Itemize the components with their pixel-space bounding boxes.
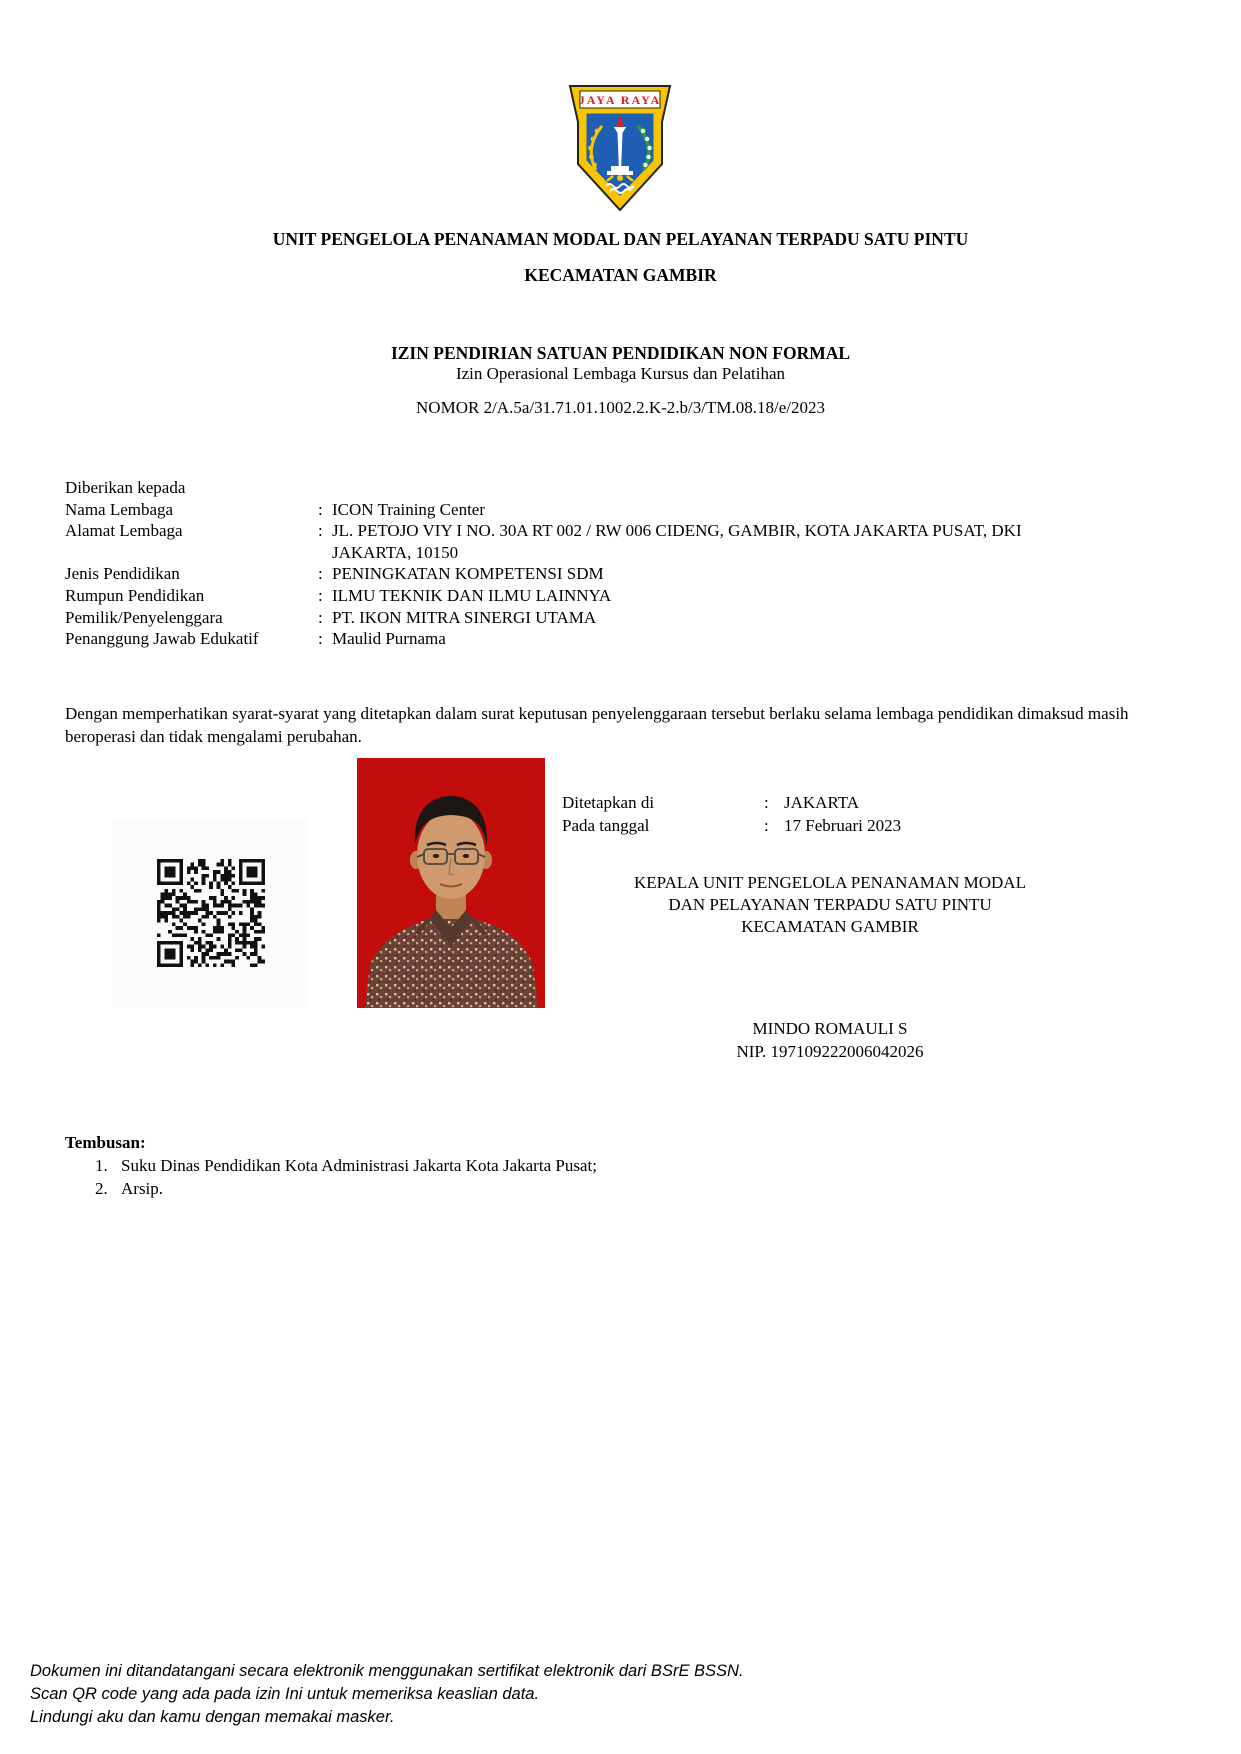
field-label: Nama Lembaga [65, 499, 174, 519]
recipient-intro-row [65, 477, 1177, 499]
tembusan-item [65, 1154, 965, 1177]
tembusan-item [65, 1177, 965, 1200]
tembusan-section [65, 1132, 965, 1200]
signatory-title-line2: DAN PELAYANAN TERPADU SATU PINTU [668, 895, 992, 914]
field-value: ICON Training Center [332, 499, 485, 519]
colon-separator: : [318, 607, 323, 627]
list-text: Arsip. [121, 1179, 164, 1198]
footer-line3: Lindungi aku dan kamu dengan memakai masker. [30, 1708, 395, 1727]
tembusan-heading: Tembusan: [65, 1133, 146, 1152]
field-label: Ditetapkan di [562, 793, 655, 812]
field-label: Rumpun Pendidikan [65, 585, 205, 605]
jakarta-coat-of-arms-logo [556, 82, 684, 216]
portrait-photo [357, 758, 545, 1008]
field-value: JAKARTA [784, 793, 860, 812]
colon-separator: : [318, 585, 323, 605]
field-row-jenis-pendidikan [65, 563, 1177, 585]
signatory-title-line1: KEPALA UNIT PENGELOLA PENANAMAN MODAL [634, 873, 1026, 892]
qr-code [156, 859, 266, 967]
document-title: IZIN PENDIRIAN SATUAN PENDIDIKAN NON FORMAL [390, 343, 851, 363]
signatory-title-line3: KECAMATAN GAMBIR [741, 917, 919, 936]
jakarta-emblem-icon [556, 82, 684, 216]
qr-code-area [113, 818, 308, 1007]
field-label: Alamat Lembaga [65, 521, 183, 541]
document-number: NOMOR 2/A.5a/31.71.01.1002.2.K-2.b/3/TM.08.18/e/2023 [416, 398, 825, 417]
colon-separator: : [318, 521, 323, 541]
footer-line2: Scan QR code yang ada pada izin Ini untuk memeriksa keaslian data. [30, 1685, 540, 1704]
field-value: 17 Februari 2023 [784, 816, 902, 835]
list-number: 1. [95, 1156, 108, 1175]
signatory-identity [555, 1017, 1105, 1063]
list-number: 2. [95, 1179, 108, 1198]
signatory-title [555, 872, 1105, 938]
field-value: ILMU TEKNIK DAN ILMU LAINNYA [332, 585, 612, 605]
org-name-line1: UNIT PENGELOLA PENANAMAN MODAL DAN PELAYANAN TERPADU SATU PINTU [272, 229, 969, 249]
recipient-intro: Diberikan kepada [65, 478, 186, 497]
issuance-details [562, 791, 901, 837]
field-row-nama-lembaga [65, 499, 1177, 521]
colon-separator: : [764, 793, 769, 812]
field-value: PENINGKATAN KOMPETENSI SDM [332, 564, 604, 584]
org-name-line2: KECAMATAN GAMBIR [524, 265, 717, 285]
field-value: JL. PETOJO VIY I NO. 30A RT 002 / RW 006 CIDENG, GAMBIR, KOTA JAKARTA PUSAT, DKI JAKARTA, 10150 [332, 521, 1022, 562]
recipient-details [65, 477, 1177, 650]
signatory-name: MINDO ROMAULI S [752, 1019, 908, 1038]
colon-separator: : [764, 816, 769, 835]
list-text: Suku Dinas Pendidikan Kota Administrasi Jakarta Kota Jakarta Pusat; [121, 1156, 597, 1175]
field-label: Jenis Pendidikan [65, 564, 180, 584]
logo-motto: JAYA RAYA [578, 93, 662, 107]
field-row-pemilik-penyelenggara [65, 607, 1177, 629]
colon-separator: : [318, 499, 323, 519]
field-label: Penanggung Jawab Edukatif [65, 629, 259, 649]
portrait-photo-image [357, 758, 545, 1008]
colon-separator: : [318, 629, 323, 649]
field-row-penanggung-jawab [65, 628, 1177, 650]
field-value: Maulid Purnama [332, 629, 446, 649]
field-value: PT. IKON MITRA SINERGI UTAMA [332, 607, 597, 627]
field-label: Pada tanggal [562, 816, 650, 835]
footer-disclaimer [30, 1660, 1210, 1730]
colon-separator: : [318, 564, 323, 584]
field-row-rumpun-pendidikan [65, 585, 1177, 607]
field-label: Pemilik/Penyelenggara [65, 607, 223, 627]
validity-statement: Dengan memperhatikan syarat-syarat yang ditetapkan dalam surat keputusan penyelenggaraan tersebut berlaku selama lembaga pendidikan dimaksud masih beroperasi dan tidak mengalami perubahan. [65, 704, 1129, 746]
document-subtitle: Izin Operasional Lembaga Kursus dan Pelatihan [455, 364, 786, 383]
issuance-row-place [562, 791, 901, 814]
field-row-alamat-lembaga [65, 520, 1177, 563]
footer-line1: Dokumen ini ditandatangani secara elektronik menggunakan sertifikat elektronik dari BSrE BSSN. [30, 1662, 744, 1680]
signatory-nip: NIP. 197109222006042026 [736, 1042, 924, 1061]
issuance-row-date [562, 814, 901, 837]
